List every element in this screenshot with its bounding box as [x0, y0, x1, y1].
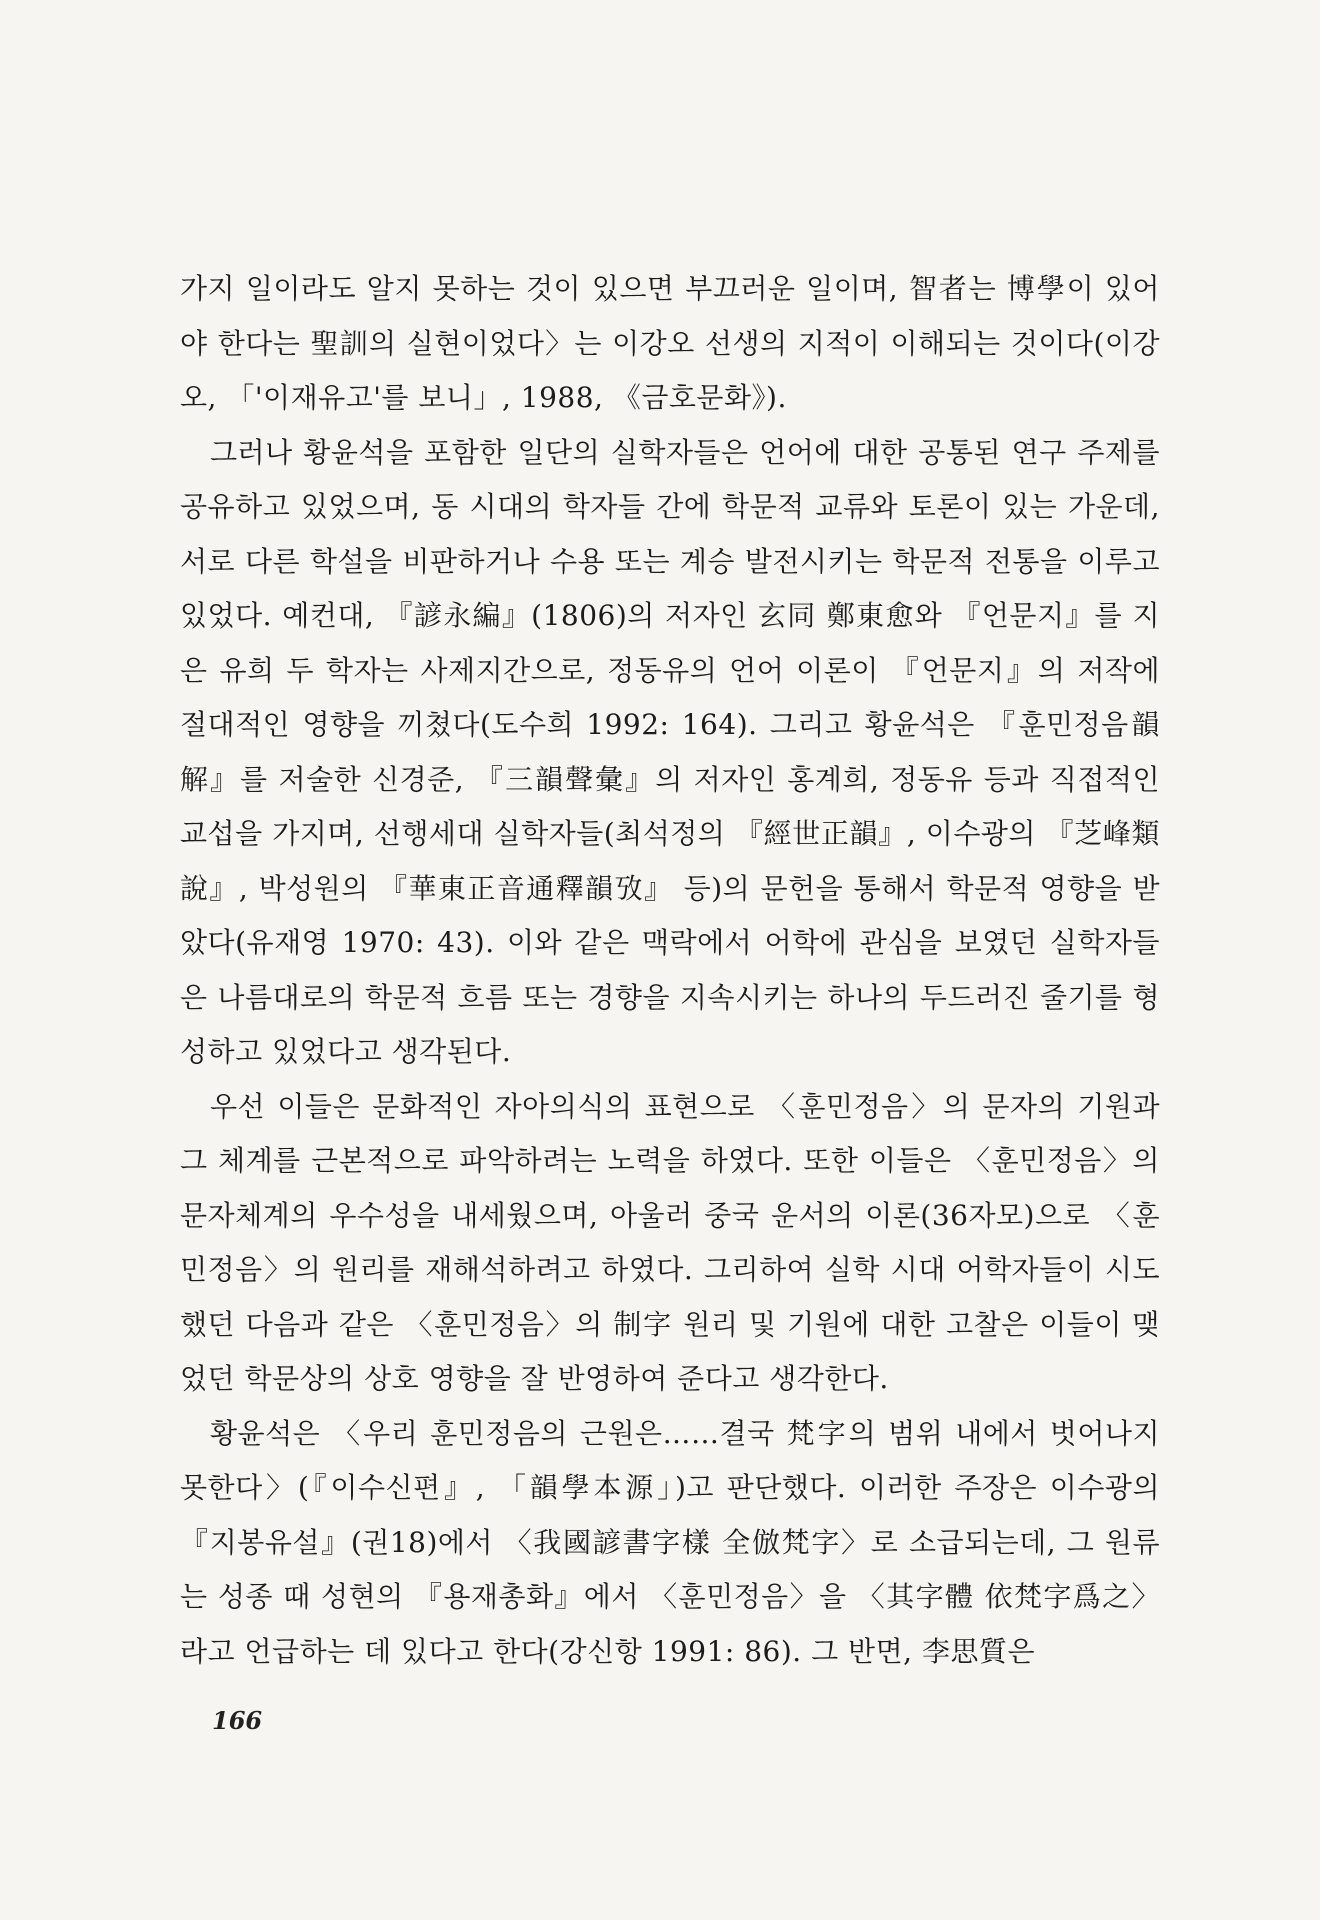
paragraph-4: 황윤석은 〈우리 훈민정음의 근원은……결국 梵字의 범위 내에서 벗어나지 못한다〉(『이수신편』, 「韻學本源」)고 판단했다. 이러한 주장은 이수광의 『지봉유설』(권18)에서 〈我國諺書字樣 全倣梵字〉로 소급되는데, 그 원류는 성종 때 성현의 『용재총화』에서 〈훈민정음〉을 〈其字體 依梵字爲之〉라고 언급하는 데 있다고 한다(강신항 1991: 86). 그 반면, 李思質은: [180, 1416, 1160, 1668]
paragraph-2: 그러나 황윤석을 포함한 일단의 실학자들은 언어에 대한 공통된 연구 주제를 공유하고 있었으며, 동 시대의 학자들 간에 학문적 교류와 토론이 있는 가운데, 서로 다른 학설을 비판하거나 수용 또는 계승 발전시키는 학문적 전통을 이루고 있었다. 예컨대, 『諺永編』(1806)의 저자인 玄同 鄭東愈와 『언문지』를 지은 유희 두 학자는 사제지간으로, 정동유의 언어 이론이 『언문지』의 저작에 절대적인 영향을 끼쳤다(도수희 1992: 164). 그리고 황윤석은 『훈민정음韻解』를 저술한 신경준, 『三韻聲彙』의 저자인 홍계희, 정동유 등과 직접적인 교섭을 가지며, 선행세대 실학자들(최석정의 『經世正韻』, 이수광의 『芝峰類說』, 박성원의 『華東正音通釋韻攷』 등)의 문헌을 통해서 학문적 영향을 받았다(유재영 1970: 43). 이와 같은 맥락에서 어학에 관심을 보였던 실학자들은 나름대로의 학문적 흐름 또는 경향을 지속시키는 하나의 두드러진 줄기를 형성하고 있었다고 생각된다.: [180, 435, 1160, 1068]
body-text: [180, 262, 1160, 1679]
paragraph-3: 우선 이들은 문화적인 자아의식의 표현으로 〈훈민정음〉의 문자의 기원과 그 체계를 근본적으로 파악하려는 노력을 하였다. 또한 이들은 〈훈민정음〉의 문자체계의 우수성을 내세웠으며, 아울러 중국 운서의 이론(36자모)으로 〈훈민정음〉의 원리를 재해석하려고 하였다. 그리하여 실학 시대 어학자들이 시도했던 다음과 같은 〈훈민정음〉의 制字 원리 및 기원에 대한 고찰은 이들이 맺었던 학문상의 상호 영향을 잘 반영하여 준다고 생각한다.: [180, 1089, 1160, 1395]
paragraph-1: 가지 일이라도 알지 못하는 것이 있으면 부끄러운 일이며, 智者는 博學이 있어야 한다는 聖訓의 실현이었다〉는 이강오 선생의 지적이 이해되는 것이다(이강오, 「'이재유고'를 보니」, 1988, 《금호문화》).: [180, 272, 1160, 414]
page-number: 166: [212, 1706, 263, 1735]
